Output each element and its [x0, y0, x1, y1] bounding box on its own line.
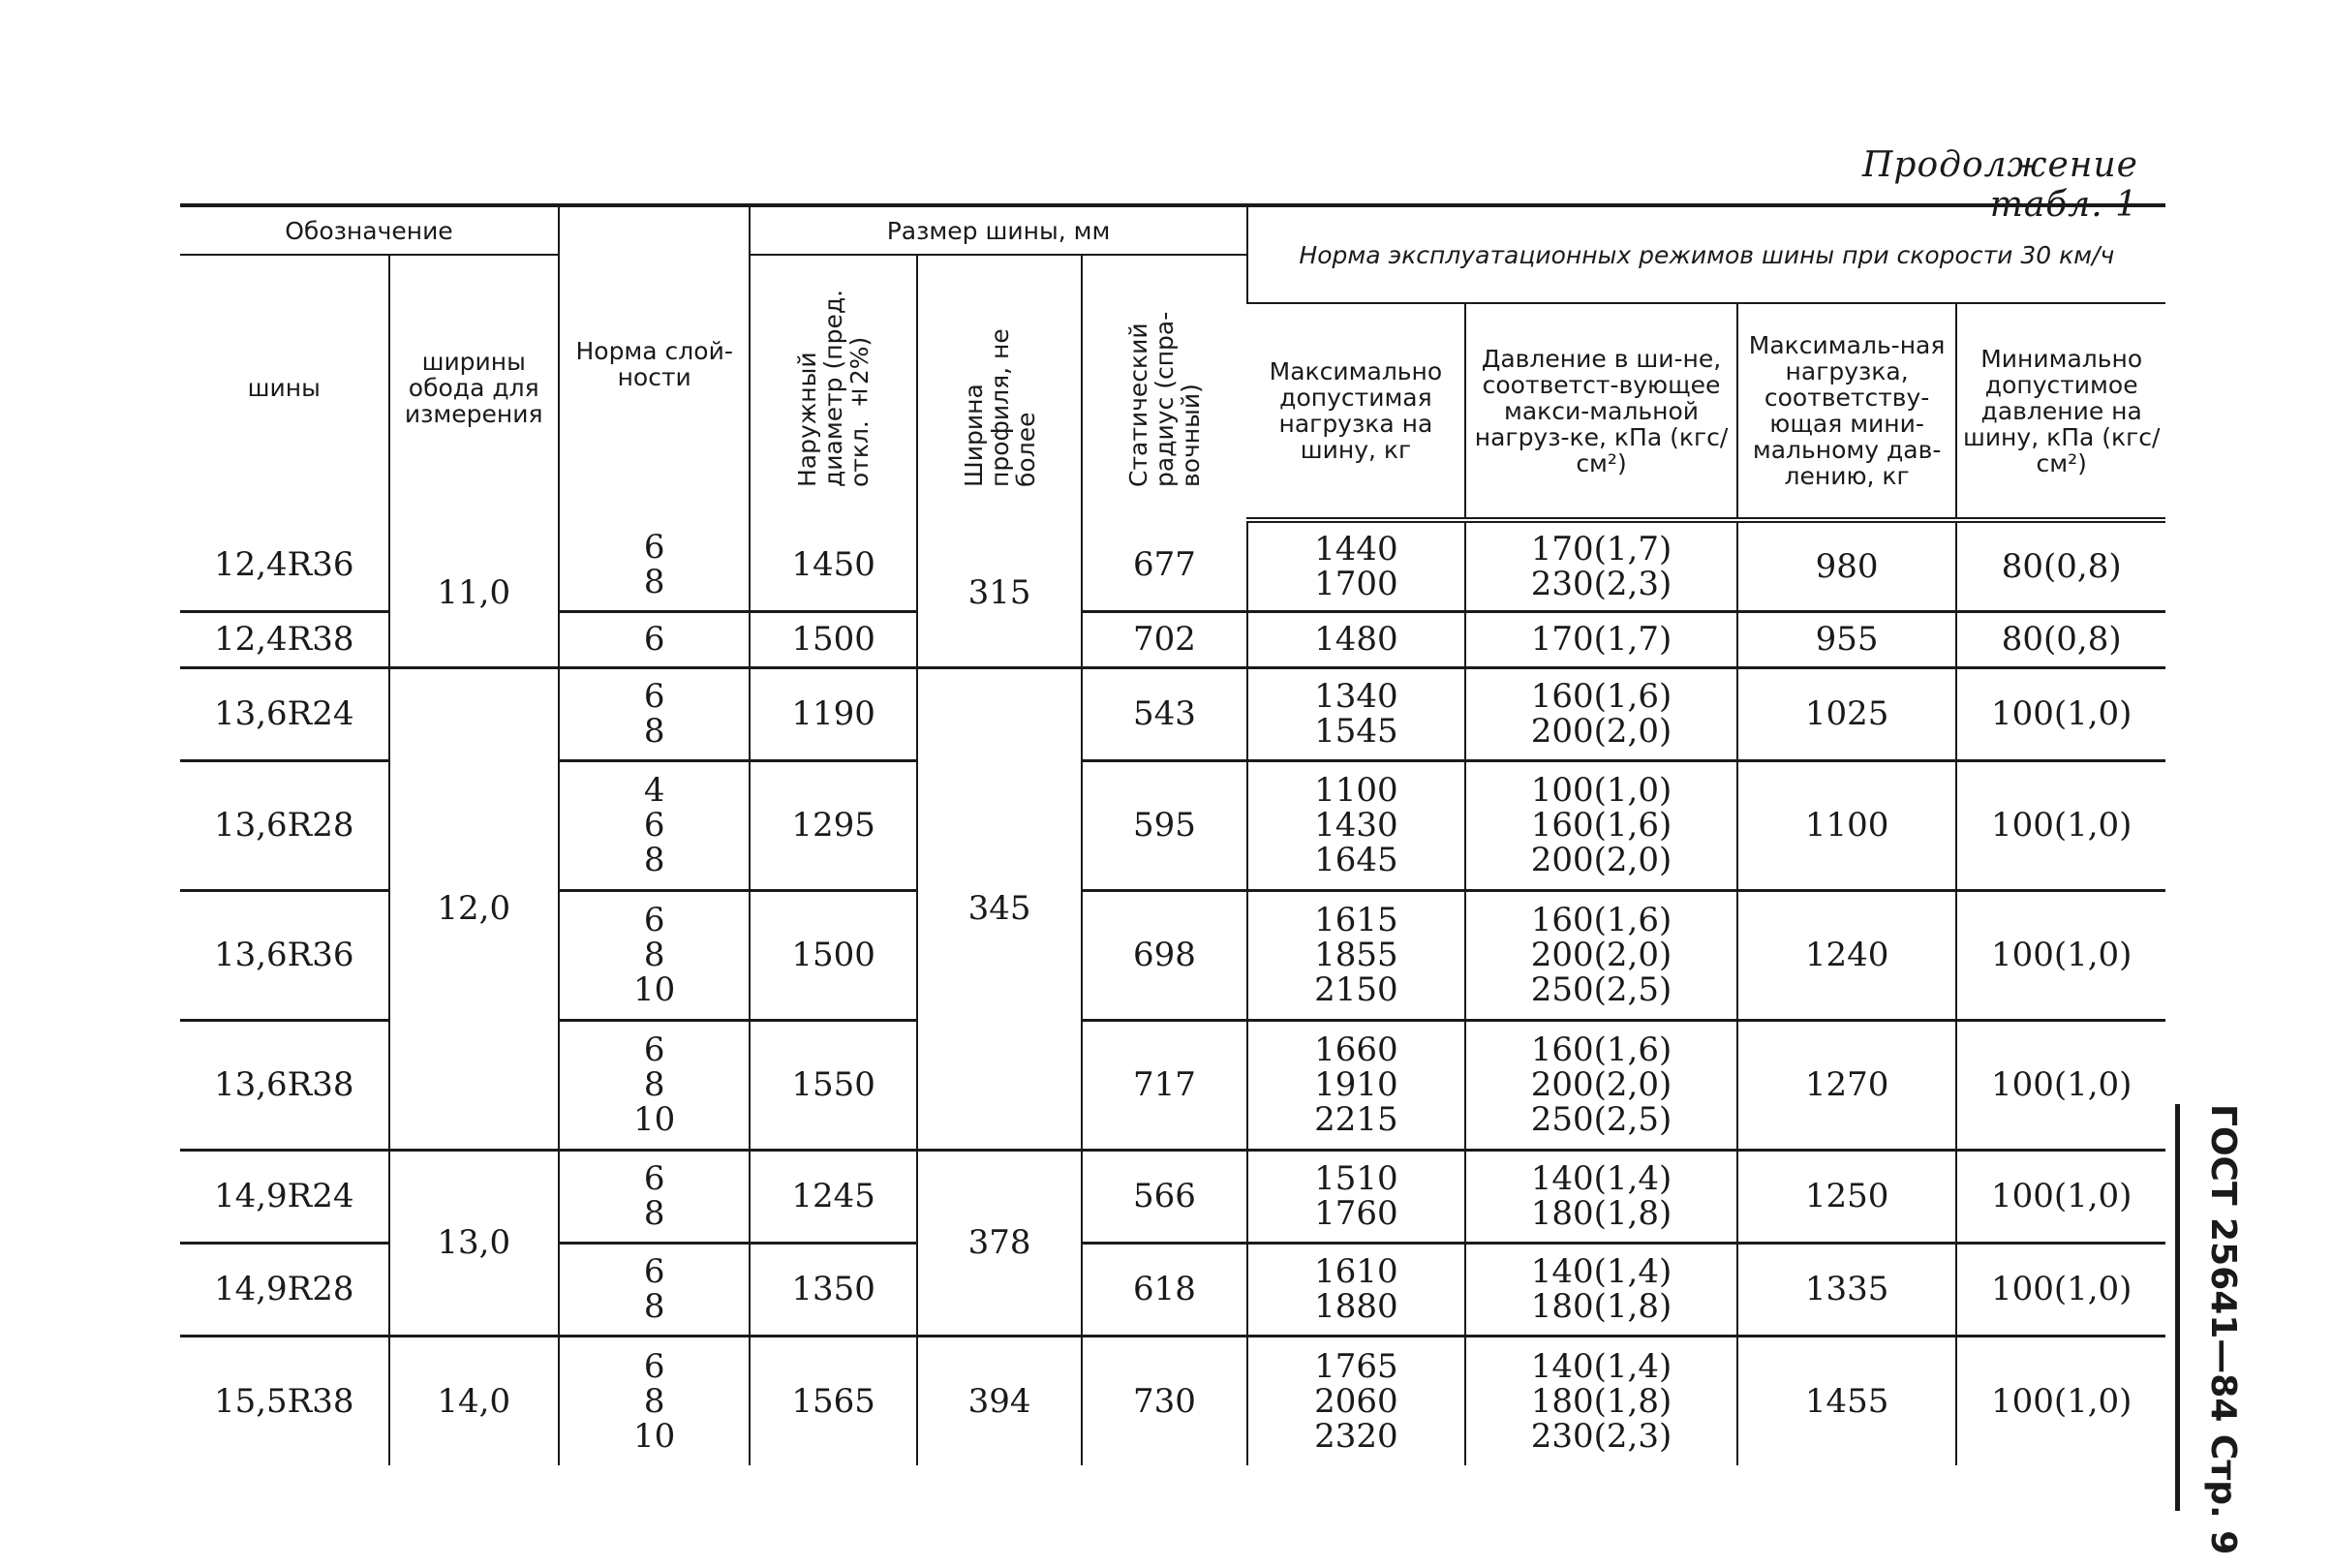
tire-table [180, 203, 2165, 1465]
cell-tire: 12,4R38 [180, 611, 389, 667]
header-profile-width-text: Ширина профиля, не более [959, 328, 1040, 487]
cell-pressure-value: 180(1,8) [1530, 1194, 1672, 1233]
cell-max-load-value: 1610 [1314, 1252, 1398, 1291]
cell-min-pressure: 100(1,0) [1956, 667, 2165, 760]
cell-ply-value: 6 [643, 1252, 665, 1291]
cell-pressure-value: 230(2,3) [1530, 564, 1672, 603]
cell-pressure-value: 160(1,6) [1530, 1030, 1672, 1069]
cell-max-load-value: 1545 [1314, 712, 1398, 751]
cell-max-load-value: 1760 [1314, 1194, 1398, 1233]
cell-ply [559, 760, 750, 890]
cell-pressure [1465, 890, 1737, 1020]
cell-outer-diameter: 1245 [750, 1150, 916, 1243]
cell-max-load-value: 1440 [1314, 529, 1398, 569]
header-max-load: Максимально допустимая нагрузка на шину, кг [1247, 303, 1466, 520]
cell-static-radius: 618 [1082, 1243, 1246, 1336]
cell-pressure [1465, 1150, 1737, 1243]
cell-ply-value: 8 [643, 1194, 665, 1233]
header-static-radius [1082, 255, 1246, 520]
cell-max-load [1247, 890, 1466, 1020]
cell-max-load [1247, 1243, 1466, 1336]
cell-outer-diameter: 1450 [750, 520, 916, 611]
cell-tire: 13,6R36 [180, 890, 389, 1020]
cell-pressure-value: 160(1,6) [1530, 901, 1672, 939]
cell-pressure-value: 140(1,4) [1530, 1159, 1672, 1198]
cell-max-load [1247, 760, 1466, 890]
cell-max-load [1247, 1336, 1466, 1465]
cell-ply-value: 8 [643, 1381, 665, 1421]
cell-ply-value: 8 [643, 563, 665, 602]
cell-pressure-value: 160(1,6) [1530, 677, 1672, 716]
cell-max-load-min: 1100 [1737, 760, 1957, 890]
cell-pressure-value: 160(1,6) [1530, 806, 1672, 845]
cell-max-load-value: 1645 [1314, 841, 1398, 879]
cell-max-load-min: 955 [1737, 611, 1957, 667]
cell-pressure-value: 180(1,8) [1530, 1287, 1672, 1326]
cell-ply [559, 611, 750, 667]
cell-rim-width: 14,0 [389, 1336, 559, 1465]
cell-ply-value: 8 [643, 1287, 665, 1326]
table-row [180, 667, 2165, 760]
cell-ply-value: 6 [643, 806, 665, 845]
cell-max-load-value: 1430 [1314, 806, 1398, 845]
header-max-load-min: Максималь-ная нагрузка, соответству-ющая мини-мальному дав-лению, кг [1737, 303, 1957, 520]
cell-pressure-value: 200(2,0) [1530, 712, 1672, 751]
cell-min-pressure: 100(1,0) [1956, 890, 2165, 1020]
cell-tire: 14,9R24 [180, 1150, 389, 1243]
cell-ply-value: 8 [643, 936, 665, 974]
cell-static-radius: 730 [1082, 1336, 1246, 1465]
side-rule [2175, 1104, 2180, 1511]
cell-ply [559, 520, 750, 611]
cell-static-radius: 595 [1082, 760, 1246, 890]
cell-outer-diameter: 1500 [750, 611, 916, 667]
cell-ply-value: 10 [633, 1416, 676, 1456]
cell-ply-value: 4 [643, 771, 665, 810]
cell-rim-width: 11,0 [389, 520, 559, 667]
cell-tire: 12,4R36 [180, 520, 389, 611]
cell-profile-width: 394 [917, 1336, 1082, 1465]
header-static-radius-text: Статический радиус (спра-вочный) [1123, 311, 1205, 487]
cell-ply-value: 8 [643, 1065, 665, 1104]
cell-outer-diameter: 1295 [750, 760, 916, 890]
cell-ply-value: 8 [643, 712, 665, 751]
cell-pressure [1465, 667, 1737, 760]
cell-pressure-value: 140(1,4) [1530, 1346, 1672, 1386]
cell-pressure [1465, 1336, 1737, 1465]
cell-pressure-value: 230(2,3) [1530, 1416, 1672, 1456]
cell-max-load-value: 1480 [1314, 620, 1398, 659]
cell-pressure [1465, 520, 1737, 611]
cell-pressure-value: 200(2,0) [1530, 936, 1672, 974]
header-profile-width [917, 255, 1082, 520]
cell-rim-width: 13,0 [389, 1150, 559, 1336]
cell-max-load [1247, 1150, 1466, 1243]
cell-max-load-min: 1335 [1737, 1243, 1957, 1336]
cell-max-load-min: 1455 [1737, 1336, 1957, 1465]
header-ply: Норма слой-ности [559, 205, 750, 520]
cell-tire: 14,9R28 [180, 1243, 389, 1336]
cell-ply-value: 6 [643, 1030, 665, 1069]
cell-max-load-value: 1855 [1314, 936, 1398, 974]
cell-outer-diameter: 1565 [750, 1336, 916, 1465]
cell-max-load-value: 2215 [1314, 1100, 1398, 1139]
cell-max-load-min: 1240 [1737, 890, 1957, 1020]
cell-ply-value: 10 [633, 1100, 676, 1139]
cell-max-load-min: 980 [1737, 520, 1957, 611]
cell-ply-value: 10 [633, 970, 676, 1009]
cell-max-load [1247, 611, 1466, 667]
cell-outer-diameter: 1500 [750, 890, 916, 1020]
cell-min-pressure: 80(0,8) [1956, 611, 2165, 667]
side-margin [2160, 1104, 2266, 1555]
cell-static-radius: 698 [1082, 890, 1246, 1020]
cell-tire: 15,5R38 [180, 1336, 389, 1465]
cell-static-radius: 677 [1082, 520, 1246, 611]
cell-rim-width: 12,0 [389, 667, 559, 1150]
table-row [180, 1150, 2165, 1243]
header-norm: Норма эксплуатационных режимов шины при скорости 30 км/ч [1247, 205, 2165, 303]
cell-ply [559, 890, 750, 1020]
cell-static-radius: 566 [1082, 1150, 1246, 1243]
header-tires: шины [180, 255, 389, 520]
cell-max-load-min: 1025 [1737, 667, 1957, 760]
table-row [180, 1336, 2165, 1465]
header-size: Размер шины, мм [750, 205, 1246, 255]
standard-page-label: ГОСТ 25641—84 Стр. 9 [2203, 1104, 2243, 1555]
cell-pressure-value: 140(1,4) [1530, 1252, 1672, 1291]
cell-ply [559, 1150, 750, 1243]
cell-min-pressure: 100(1,0) [1956, 1150, 2165, 1243]
header-rim-width: ширины обода для измерения [389, 255, 559, 520]
cell-max-load-value: 1615 [1314, 901, 1398, 939]
cell-max-load [1247, 1020, 1466, 1150]
cell-pressure [1465, 1243, 1737, 1336]
cell-ply-value: 6 [643, 620, 665, 659]
cell-max-load-value: 1340 [1314, 677, 1398, 716]
cell-ply [559, 1020, 750, 1150]
cell-max-load [1247, 667, 1466, 760]
cell-max-load-value: 1100 [1314, 771, 1398, 810]
cell-ply [559, 667, 750, 760]
cell-static-radius: 543 [1082, 667, 1246, 760]
cell-max-load-value: 2150 [1314, 970, 1398, 1009]
cell-ply [559, 1336, 750, 1465]
header-outer-diameter [750, 255, 916, 520]
cell-ply-value: 6 [643, 677, 665, 716]
cell-ply [559, 1243, 750, 1336]
cell-ply-value: 8 [643, 841, 665, 879]
cell-max-load-value: 2060 [1314, 1381, 1398, 1421]
cell-pressure [1465, 760, 1737, 890]
cell-static-radius: 717 [1082, 1020, 1246, 1150]
cell-min-pressure: 80(0,8) [1956, 520, 2165, 611]
cell-min-pressure: 100(1,0) [1956, 1336, 2165, 1465]
cell-ply-value: 6 [643, 528, 665, 568]
cell-pressure-value: 250(2,5) [1530, 970, 1672, 1009]
cell-ply-value: 6 [643, 901, 665, 939]
cell-max-load-min: 1250 [1737, 1150, 1957, 1243]
header-designation: Обозначение [180, 205, 559, 255]
cell-static-radius: 702 [1082, 611, 1246, 667]
cell-max-load-value: 1910 [1314, 1065, 1398, 1104]
cell-pressure-value: 200(2,0) [1530, 841, 1672, 879]
cell-pressure-value: 170(1,7) [1530, 529, 1672, 569]
cell-pressure [1465, 1020, 1737, 1150]
cell-outer-diameter: 1550 [750, 1020, 916, 1150]
cell-outer-diameter: 1190 [750, 667, 916, 760]
cell-max-load-value: 1660 [1314, 1030, 1398, 1069]
cell-max-load-value: 1880 [1314, 1287, 1398, 1326]
cell-max-load-min: 1270 [1737, 1020, 1957, 1150]
table-row [180, 520, 2165, 611]
cell-min-pressure: 100(1,0) [1956, 760, 2165, 890]
cell-max-load-value: 1700 [1314, 564, 1398, 603]
header-pressure: Давление в ши-не, соответст-вующее макси-мальной нагруз-ке, кПа (кгс/см²) [1465, 303, 1737, 520]
cell-profile-width: 315 [917, 520, 1082, 667]
cell-pressure [1465, 611, 1737, 667]
cell-pressure-value: 180(1,8) [1530, 1381, 1672, 1421]
cell-min-pressure: 100(1,0) [1956, 1020, 2165, 1150]
cell-tire: 13,6R28 [180, 760, 389, 890]
header-outer-diameter-text: Наружный диаметр (пред. откл. ±2%) [793, 289, 874, 487]
cell-tire: 13,6R24 [180, 667, 389, 760]
cell-ply-value: 6 [643, 1346, 665, 1386]
cell-ply-value: 6 [643, 1159, 665, 1198]
cell-pressure-value: 100(1,0) [1530, 771, 1672, 810]
cell-pressure-value: 250(2,5) [1530, 1100, 1672, 1139]
cell-pressure-value: 170(1,7) [1530, 620, 1672, 659]
header-min-pressure: Минимально допустимое давление на шину, кПа (кгс/см²) [1956, 303, 2165, 520]
cell-max-load-value: 2320 [1314, 1416, 1398, 1456]
cell-min-pressure: 100(1,0) [1956, 1243, 2165, 1336]
cell-profile-width: 378 [917, 1150, 1082, 1336]
cell-max-load-value: 1765 [1314, 1346, 1398, 1386]
cell-pressure-value: 200(2,0) [1530, 1065, 1672, 1104]
cell-tire: 13,6R38 [180, 1020, 389, 1150]
cell-outer-diameter: 1350 [750, 1243, 916, 1336]
table-body [180, 520, 2165, 1465]
cell-max-load [1247, 520, 1466, 611]
table-caption: Продолжение табл. 1 [1862, 145, 2138, 225]
cell-max-load-value: 1510 [1314, 1159, 1398, 1198]
cell-profile-width: 345 [917, 667, 1082, 1150]
